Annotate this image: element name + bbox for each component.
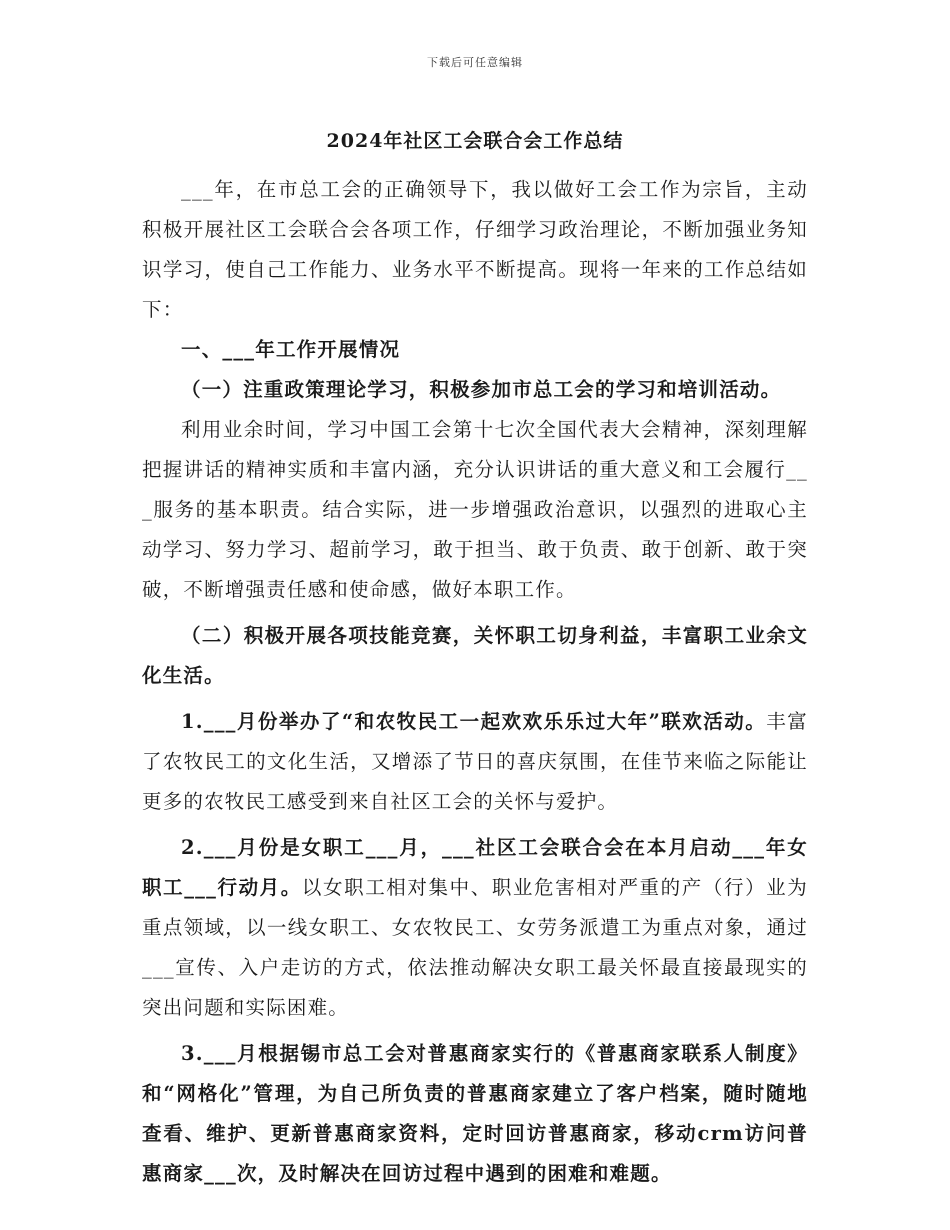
item-2-heading: 2.___月份是女职工___月，___社区工会联合会在本月启动___年女职工___行动月。 — [142, 836, 808, 899]
intro-paragraph: ___年，在市总工会的正确领导下，我以做好工会工作为宗旨，主动积极开展社区工会联合会各项工作，仔细学习政治理论，不断加强业务知识学习，使自己工作能力、业务水平不断提高。现将一年来的工作总结如下： — [142, 178, 808, 321]
item-2-body: 以女职工相对集中、职业危害相对严重的产（行）业为重点领域，以一线女职工、女农牧民工、女劳务派遣工为重点对象，通过___宣传、入户走访的方式，依法推动解决女职工最关怀最直接最现实的突出问题和实际困难。 — [142, 876, 808, 1019]
item-3-paragraph: 3.___月根据锡市总工会对普惠商家实行的《普惠商家联系人制度》和“网格化”管理，为自己所负责的普惠商家建立了客户档案，随时随地查看、维护、更新普惠商家资料，定时回访普惠商家，移动crm访问普惠商家___次，及时解决在回访过程中遇到的困难和难题。 — [142, 1042, 808, 1185]
item-1-body: 丰富了农牧民工的文化生活，又增添了节日的喜庆氛围，在佳节来临之际能让更多的农牧民工感受到来自社区工会的关怀与爱护。 — [142, 710, 808, 813]
document-body — [142, 170, 808, 1194]
document-title: 2024年社区工会联合会工作总结 — [326, 130, 624, 152]
section-heading-1: 一、___年工作开展情况 — [181, 338, 401, 361]
page-header-note: 下载后可任意编辑 — [427, 56, 523, 69]
subsection-heading-2: （二）积极开展各项技能竞赛，关怀职工切身利益，丰富职工业余文化生活。 — [142, 624, 808, 687]
subsection-1-body: 利用业余时间，学习中国工会第十七次全国代表大会精神，深刻理解把握讲话的精神实质和丰富内涵，充分认识讲话的重大意义和工会履行___服务的基本职责。结合实际，进一步增强政治意识，以强烈的进取心主动学习、努力学习、超前学习，敢于担当、敢于负责、敢于创新、敢于突破，不断增强责任感和使命感，做好本职工作。 — [142, 418, 808, 601]
item-1-paragraph — [142, 702, 808, 822]
item-1-heading: 1.___月份举办了“和农牧民工一起欢欢乐乐过大年”联欢活动。 — [181, 710, 767, 733]
item-2-paragraph — [142, 828, 808, 1028]
subsection-heading-1: （一）注重政策理论学习，积极参加市总工会的学习和培训活动。 — [181, 378, 782, 401]
